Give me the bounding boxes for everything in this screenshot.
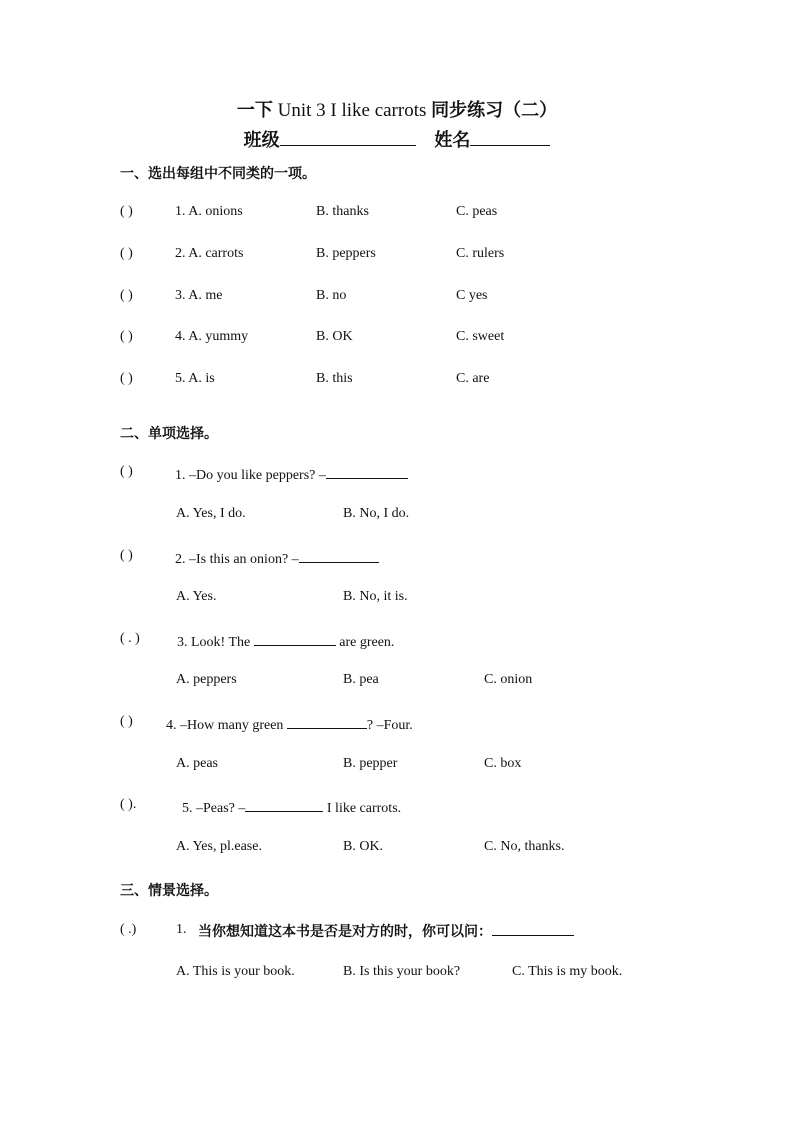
answer-paren[interactable]: ( . )	[120, 631, 140, 646]
option-b: B. No, I do.	[343, 506, 410, 521]
fill-blank[interactable]	[299, 548, 379, 563]
option-a: A. Yes.	[176, 589, 217, 604]
class-label: 班级	[243, 130, 280, 151]
answer-paren[interactable]: ( )	[120, 371, 133, 386]
fill-blank[interactable]	[326, 464, 408, 479]
option-a: A. peas	[176, 756, 218, 771]
option-a: A. This is your book.	[176, 964, 295, 979]
question-stem-end: ? –Four.	[366, 718, 413, 733]
question-text	[175, 548, 379, 568]
student-info-line	[0, 126, 794, 152]
answer-paren[interactable]: ( )	[120, 464, 133, 479]
question-option-c: C. are	[456, 371, 490, 386]
answer-paren[interactable]: ( )	[120, 204, 133, 219]
fill-blank[interactable]	[492, 921, 574, 936]
fill-blank[interactable]	[287, 714, 367, 729]
title-unit: Unit 3 I like carrots	[277, 100, 427, 121]
question-text	[175, 464, 408, 484]
question-option-c: C yes	[456, 288, 488, 303]
answer-paren[interactable]: ( )	[120, 288, 133, 303]
question-stem: 4. –How many green	[166, 718, 284, 733]
option-b: B. Is this your book?	[343, 964, 461, 979]
question-text	[198, 921, 574, 941]
name-blank[interactable]	[470, 127, 550, 146]
option-c: C. onion	[484, 672, 533, 687]
fill-blank[interactable]	[254, 631, 336, 646]
question-text	[182, 797, 401, 817]
section-3-heading: 三、情景选择。	[120, 883, 218, 899]
question-option-c: C. peas	[456, 204, 498, 219]
option-c: C. box	[484, 756, 522, 771]
option-b: B. OK.	[343, 839, 384, 854]
question-option-b: B. thanks	[316, 204, 369, 219]
question-option-b: B. OK	[316, 329, 353, 344]
answer-paren[interactable]: ( ).	[120, 797, 137, 812]
question-stem: 5. –Peas? –	[182, 801, 246, 816]
question-option-c: C. rulers	[456, 246, 505, 261]
class-blank[interactable]	[280, 127, 416, 146]
section-2-heading: 二、单项选择。	[120, 426, 218, 442]
question-option-a: 2. A. carrots	[175, 246, 244, 261]
question-stem: 当你想知道这本书是否是对方的时，你可以问：	[198, 924, 492, 940]
option-c: C. This is my book.	[512, 964, 623, 979]
question-option-a: 4. A. yummy	[175, 329, 249, 344]
question-option-c: C. sweet	[456, 329, 505, 344]
question-stem: 2. –Is this an onion? –	[175, 552, 299, 567]
option-a: A. peppers	[176, 672, 237, 687]
option-b: B. pea	[343, 672, 379, 687]
option-a: A. Yes, pl.ease.	[176, 839, 262, 854]
question-text	[177, 631, 394, 651]
option-b: B. pepper	[343, 756, 398, 771]
answer-paren[interactable]: ( )	[120, 246, 133, 261]
name-label: 姓名	[434, 130, 471, 151]
answer-paren[interactable]: ( )	[120, 714, 133, 729]
option-c: C. No, thanks.	[484, 839, 565, 854]
answer-paren[interactable]: ( )	[120, 548, 133, 563]
question-option-b: B. peppers	[316, 246, 376, 261]
question-stem-end: I like carrots.	[326, 801, 402, 816]
page-title	[0, 96, 794, 122]
option-a: A. Yes, I do.	[176, 506, 246, 521]
section-1-heading: 一、选出每组中不同类的一项。	[120, 166, 316, 182]
question-option-a: 3. A. me	[175, 288, 223, 303]
question-option-b: B. no	[316, 288, 347, 303]
fill-blank[interactable]	[245, 797, 323, 812]
question-option-b: B. this	[316, 371, 353, 386]
title-cn-suffix: 同步练习（二）	[431, 100, 558, 121]
question-number: 1.	[176, 922, 187, 937]
answer-paren[interactable]: ( )	[120, 329, 133, 344]
option-b: B. No, it is.	[343, 589, 408, 604]
question-text	[166, 714, 413, 734]
question-option-a: 1. A. onions	[175, 204, 243, 219]
answer-paren[interactable]: ( .)	[120, 922, 137, 937]
question-option-a: 5. A. is	[175, 371, 215, 386]
question-stem-end: are green.	[339, 635, 395, 650]
title-cn-prefix: 一下	[236, 100, 273, 121]
question-stem: 1. –Do you like peppers? –	[175, 468, 326, 483]
question-stem: 3. Look! The	[177, 635, 251, 650]
